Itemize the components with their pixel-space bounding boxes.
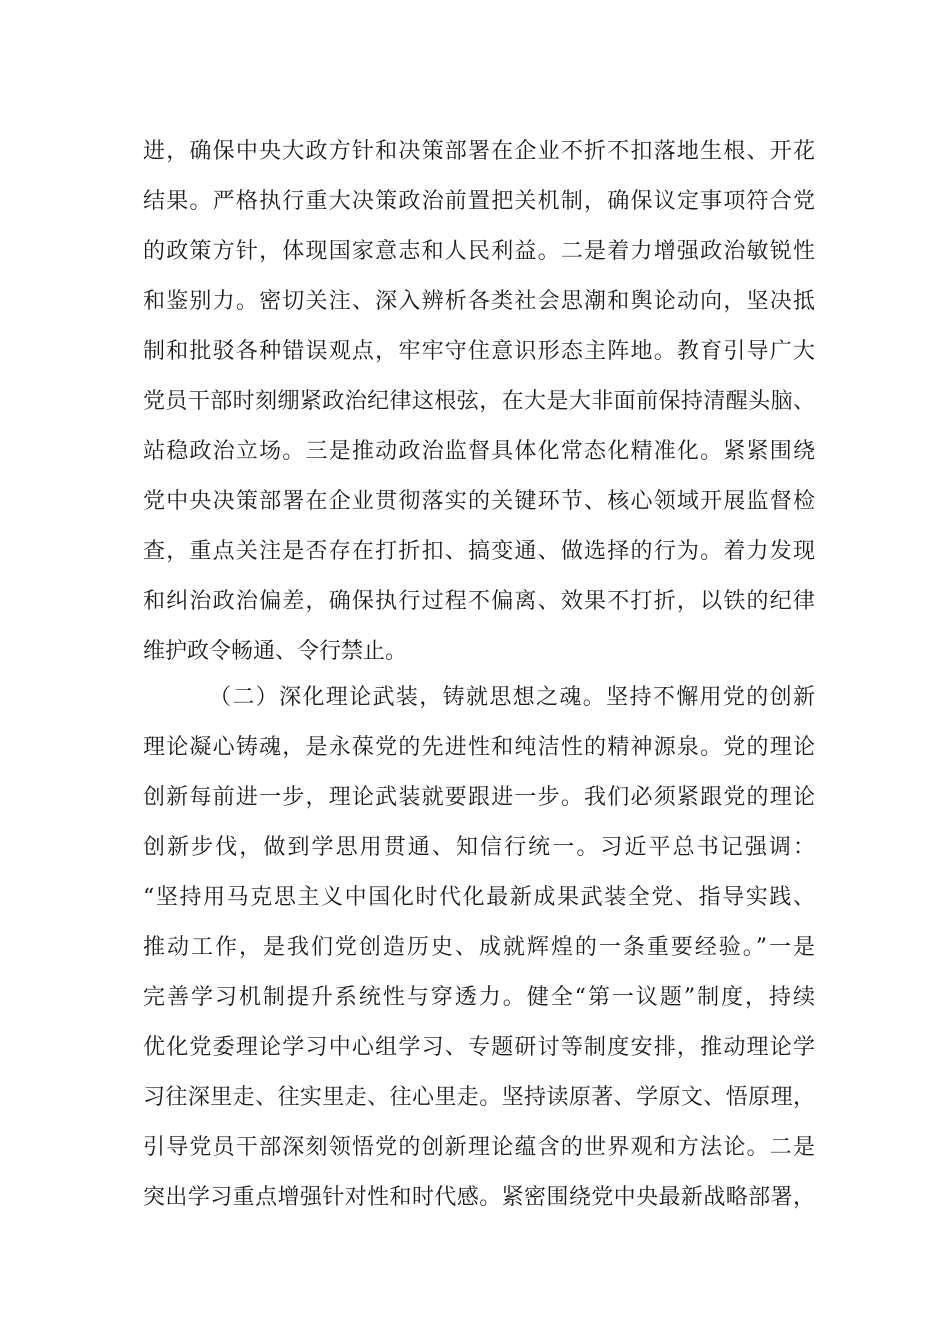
text-line: 结果。严格执行重大决策政治前置把关机制，确保议定事项符合党 [143, 189, 815, 214]
text-line: 推动工作，是我们党创造历史、成就辉煌的一条重要经验。”一是 [143, 935, 815, 960]
text-line: 理论凝心铸魂，是永葆党的先进性和纯洁性的精神源泉。党的理论 [143, 735, 815, 760]
text-line: 习往深里走、往实里走、往心里走。坚持读原著、学原文、悟原理， [143, 1085, 815, 1110]
text-line: 进，确保中央大政方针和决策部署在企业不折不扣落地生根、开花 [143, 139, 815, 164]
text-line: 查，重点关注是否存在打折扣、搞变通、做选择的行为。着力发现 [143, 539, 815, 564]
paragraph-theoretical-armament [143, 673, 815, 1223]
text-line: 引导党员干部深刻领悟党的创新理论蕴含的世界观和方法论。二是 [143, 1135, 815, 1160]
text-line: 制和批驳各种错误观点，牢牢守住意识形态主阵地。教育引导广大 [143, 339, 815, 364]
text-line: 优化党委理论学习中心组学习、专题研讨等制度安排，推动理论学 [143, 1035, 815, 1060]
text-line: 创新每前进一步，理论武装就要跟进一步。我们必须紧跟党的理论 [143, 785, 815, 810]
text-line: 创新步伐，做到学思用贯通、知信行统一。习近平总书记强调： [143, 835, 815, 860]
text-line: 的政策方针，体现国家意志和人民利益。二是着力增强政治敏锐性 [143, 239, 815, 264]
text-line: 党中央决策部署在企业贯彻落实的关键环节、核心领域开展监督检 [143, 489, 815, 514]
text-line: 突出学习重点增强针对性和时代感。紧密围绕党中央最新战略部署， [143, 1185, 815, 1210]
text-line: “坚持用马克思主义中国化时代化最新成果武装全党、指导实践、 [143, 885, 815, 910]
text-line-last: 维护政令畅通、令行禁止。 [143, 639, 408, 664]
text-line: 和纠治政治偏差，确保执行过程不偏离、效果不打折，以铁的纪律 [143, 589, 815, 614]
text-line-heading: （二）深化理论武装，铸就思想之魂。坚持不懈用党的创新 [209, 685, 815, 710]
text-line: 站稳政治立场。三是推动政治监督具体化常态化精准化。紧紧围绕 [143, 439, 815, 464]
text-line: 完善学习机制提升系统性与穿透力。健全“第一议题”制度，持续 [143, 985, 815, 1010]
text-line: 党员干部时刻绷紧政治纪律这根弦，在大是大非面前保持清醒头脑、 [143, 389, 815, 414]
paragraph-political-supervision [143, 127, 815, 677]
text-line: 和鉴别力。密切关注、深入辨析各类社会思潮和舆论动向，坚决抵 [143, 289, 815, 314]
